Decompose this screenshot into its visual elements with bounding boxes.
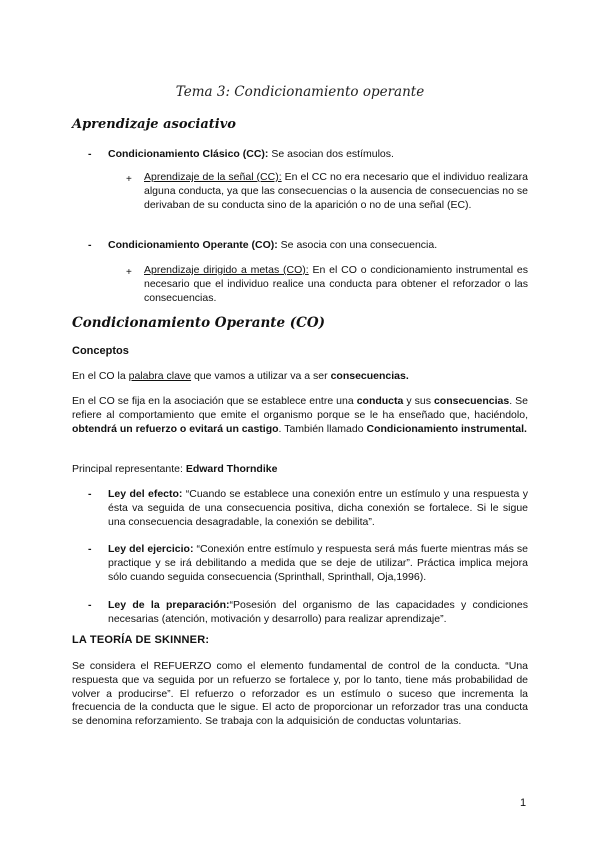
subheading-conceptos: Conceptos <box>72 345 129 357</box>
representative-label: Principal representante: <box>72 463 186 475</box>
page-title: Tema 3: Condicionamiento operante <box>175 84 425 100</box>
sub-marker: + <box>126 267 132 278</box>
law-efecto <box>108 488 528 529</box>
text-ley-ejercicio: “Conexión entre estímulo y respuesta será más fuerte mientras más se practique y se irá debilitando a medida que se deje de utilizar”. Práctica implica mejora sólo cuando seguida consecuencia (Sprinthall, Sprinthall, Oja,1996). <box>108 543 528 583</box>
text-span: que vamos a utilizar va a ser <box>191 370 331 382</box>
sub-term-metas: Aprendizaje dirigido a metas (CO): <box>144 264 309 276</box>
paragraph-palabra-clave <box>72 370 528 384</box>
term-ley-efecto: Ley del efecto: <box>108 488 183 500</box>
term-cc: Condicionamiento Clásico (CC): <box>108 148 269 160</box>
term-co-text: Se asocia con una consecuencia. <box>277 239 438 251</box>
representative-name: Edward Thorndike <box>185 463 278 475</box>
sub-marker: + <box>126 174 132 185</box>
sub-text-metas: En el CO o condicionamiento instrumental es necesario que el individuo realice una conducta para obtener el reforzador o las consecuencias. <box>144 264 528 304</box>
law-ejercicio <box>108 543 528 584</box>
text-span: . Se refiere al comportamiento que emite el organismo porque se le ha enseñado que, haciéndolo, <box>72 395 528 421</box>
section-heading-skinner: LA TEORÍA DE SKINNER: <box>72 634 210 646</box>
sub-text-senal: En el CC no era necesario que el individuo realizara alguna conducta, ya que las consecuencias o la ausencia de consecuencias no se derivaban de su conducta sino de la aparición o no de una señal (EC). <box>144 171 528 211</box>
term-co: Condicionamiento Operante (CO): <box>108 239 278 251</box>
text-span: . También llamado <box>278 422 367 435</box>
list-marker: - <box>88 599 92 611</box>
list-marker: - <box>88 543 92 555</box>
text-span: y sus <box>403 395 434 407</box>
bold-consecuencias: consecuencias <box>433 395 510 407</box>
bold-consecuencias: consecuencias. <box>330 370 409 382</box>
principal-representante <box>72 463 528 477</box>
sub-item-senal <box>144 171 528 212</box>
section-heading-aprendizaje-asociativo: Aprendizaje asociativo <box>72 117 236 132</box>
law-preparacion <box>108 599 528 627</box>
list-marker: - <box>88 488 92 500</box>
text-ley-preparacion: “Posesión del organismo de las capacidades y condiciones necesarias (atención, motivación y desarrollo) para realizar aprendizaje”. <box>108 599 528 625</box>
paragraph-skinner: Se considera el REFUERZO como el elemento fundamental de control de la conducta. “Una respuesta que va seguida por un refuerzo se fortalece y, por lo tanto, tiene más probabilidad de volver a producirse”. El refuerzo o reforzador es un estímulo o suceso que incrementa la frecuencia de la conducta que le sigue. El acto de proporcionar un reforzador tras una conducta se denomina reforzamiento. Se trabaja con la adquisición de conductas voluntarias. <box>72 660 528 728</box>
list-marker: - <box>88 148 92 160</box>
text-span: En el CO la <box>72 370 129 382</box>
text-ley-efecto: “Cuando se establece una conexión entre un estímulo y una respuesta y ésta va seguida de una consecuencia positiva, dicha conexión se fortalece. Si le sigue una consecuencia desagradable, la conexión se debilita”. <box>108 488 528 528</box>
section-heading-condicionamiento-operante: Condicionamiento Operante (CO) <box>72 315 326 331</box>
page-number: 1 <box>520 797 527 809</box>
term-ley-ejercicio: Ley del ejercicio: <box>108 543 194 555</box>
bold-conducta: conducta <box>356 395 404 407</box>
underlined-palabra-clave: palabra clave <box>128 370 192 382</box>
bold-condicionamiento-instrumental: Condicionamiento instrumental. <box>366 422 527 435</box>
list-marker: - <box>88 239 92 251</box>
sub-item-metas <box>144 264 528 305</box>
paragraph-definicion-co <box>72 395 528 436</box>
term-ley-preparacion: Ley de la preparación: <box>108 599 230 611</box>
list-item-cc <box>108 148 528 162</box>
text-span: En el CO se fija en la asociación que se establece entre una <box>72 395 357 407</box>
term-cc-text: Se asocian dos estímulos. <box>268 148 394 160</box>
list-item-co <box>108 239 528 253</box>
bold-refuerzo-castigo: obtendrá un refuerzo o evitará un castigo <box>72 422 279 435</box>
sub-term-senal: Aprendizaje de la señal (CC): <box>144 171 282 183</box>
